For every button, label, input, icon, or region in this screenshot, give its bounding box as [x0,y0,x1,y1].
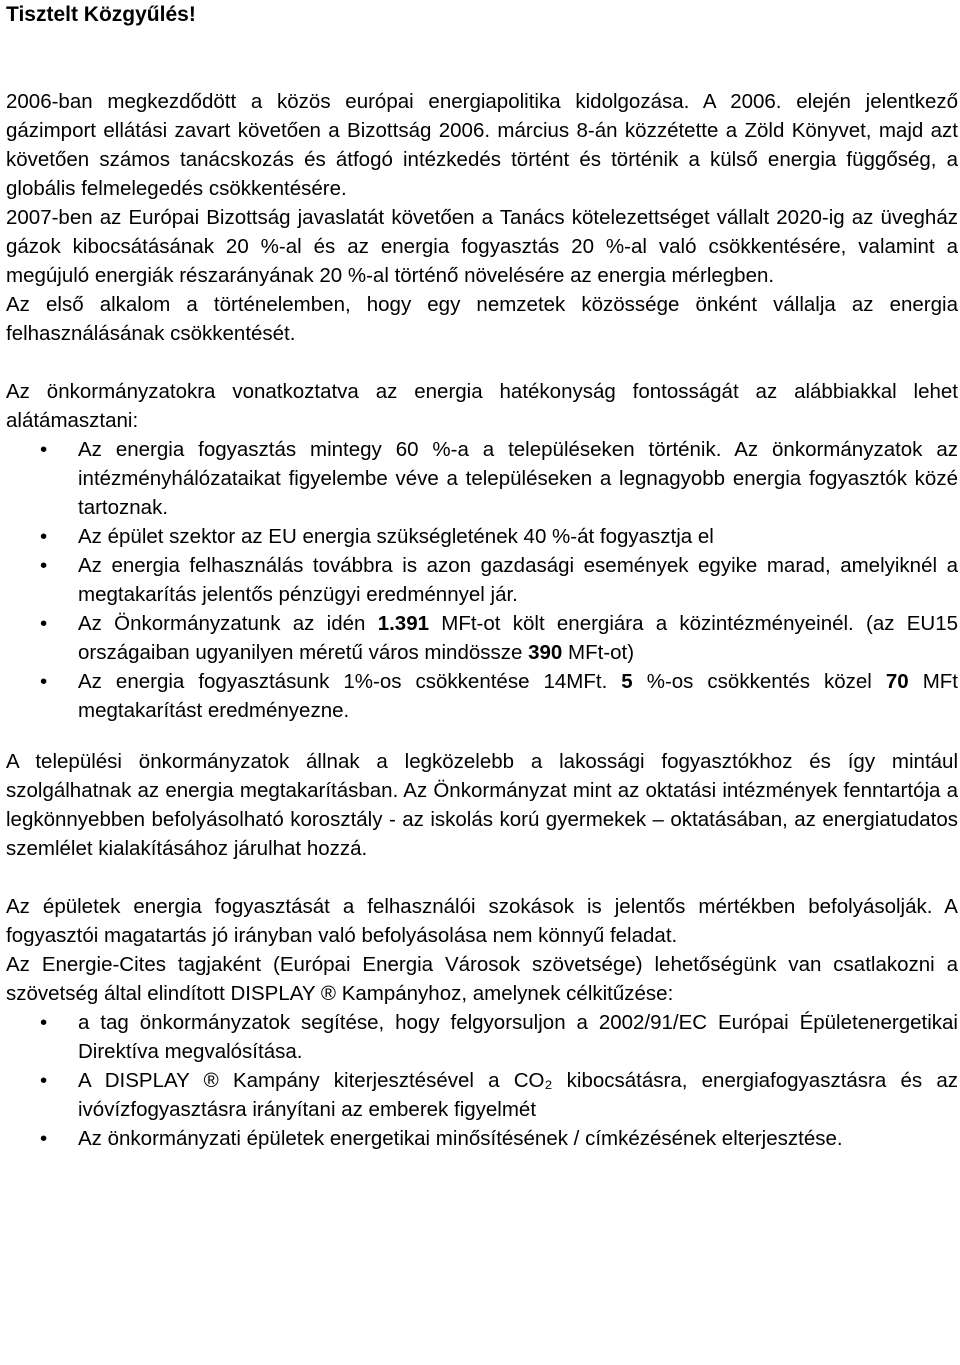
list-item [6,1066,958,1124]
spacer [6,863,958,892]
eu15-cost-amount: 390 [528,641,563,664]
intro-paragraph-3: Az első alkalom a történelemben, hogy egy nemzetek közössége önként vállalja az energia felhasználásának csökkentését. [6,293,958,345]
bullet-icon: • [40,670,48,693]
bullet-icon: • [40,525,48,548]
list-item [6,609,958,667]
list-item-text-after: MFt megtakarítást eredményezne. [78,670,958,722]
intro-paragraph-1: 2006-ban megkezdődött a közös európai energiapolitika kidolgozása. A 2006. elején jelentkező gázimport ellátási zavart követően a Bizottság 2006. március 8-án közzétette a Zöld Könyvet, majd azt követően számos tanácskozás és átfogó intézkedés történt és történik a külső energia függőség, a globális felmelegedés csökkentésére. [6,90,958,200]
list-item-text: Az energia fogyasztás mintegy 60 %-a a településeken történik. Az önkormányzatok az intézményhálózataikat figyelembe véve a településeken a legnagyobb energia fogyasztók közé tartoznak. [78,438,958,519]
importance-list [6,435,958,725]
bullet-icon: • [40,1069,48,1092]
list-item [6,522,958,551]
local-paragraph-1: A települési önkormányzatok állnak a legközelebb a lakossági fogyasztókhoz és így mintául szolgálhatnak az energia megtakarításban. Az Önkormányzat mint az oktatási intézmények fenntartója a legkönnyebben befolyásolható korosztály - az iskolás korú gyermekek – oktatásában, az energiatudatos szemlélet kialakításához járulhat hozzá. [6,750,958,860]
bullet-icon: • [40,1127,48,1150]
list-item-text: Az épület szektor az EU energia szükségletének 40 %-át fogyasztja el [78,525,714,548]
intro-paragraph-2: 2007-ben az Európai Bizottság javaslatát követően a Tanács kötelezettséget vállalt 2020-ig az üvegház gázok kibocsátásának 20 %-al és az energia fogyasztás 20 %-al való csökkentésére, valamint a megújuló energiák részarányának 20 %-al történő növelésére az energia mérlegben. [6,206,958,287]
list-item-text-after: MFt-ot) [562,641,635,664]
local-paragraph-2: Az épületek energia fogyasztását a felhasználói szokások is jelentős mértékben befolyásolják. A fogyasztói magatartás jó irányban való befolyásolása nem könnyű feladat. [6,895,958,947]
list-item-text: Az önkormányzati épületek energetikai minősítésének / címkézésének elterjesztése. [78,1127,843,1150]
bullet-icon: • [40,1011,48,1034]
goals-list [6,1008,958,1153]
spacer [6,725,958,747]
local-paragraph-3: Az Energie-Cites tagjaként (Európai Energia Városok szövetsége) lehetőségünk van csatlakozni a szövetség által elindított DISPLAY ® Kampányhoz, amelynek célkitűzése: [6,953,958,1005]
list-item-text-before: Az Önkormányzatunk az idén [78,612,378,635]
list-item [6,1008,958,1066]
page-title: Tisztelt Közgyűlés! [6,3,196,26]
list-item-text: A DISPLAY ® Kampány kiterjesztésével a CO₂ kibocsátásra, energiafogyasztásra és az ivóvízfogyasztásra irányítani az emberek figyelmét [78,1069,958,1121]
reduction-percent: 5 [621,670,633,693]
importance-lead: Az önkormányzatokra vonatkoztatva az energia hatékonyság fontosságát az alábbiakkal lehet alátámasztani: [6,380,958,432]
list-item-text-before: Az energia fogyasztásunk 1%-os csökkentése 14MFt. [78,670,622,693]
list-item-text: a tag önkormányzatok segítése, hogy felgyorsuljon a 2002/91/EC Európai Épületenergetikai Direktíva megvalósítása. [78,1011,958,1063]
list-item [6,1124,958,1153]
spacer [6,348,958,377]
list-item-text: Az energia felhasználás továbbra is azon gazdasági események egyike marad, amelyiknél a megtakarítás jelentős pénzügyi eredménnyel jár. [78,554,958,606]
list-item [6,551,958,609]
list-item [6,667,958,725]
list-item-text-middle: MFt-ot költ energiára a közintézményeinél. (az EU15 országaiban ugyanilyen méretű város mindössze [78,612,959,664]
bullet-icon: • [40,612,48,635]
savings-amount: 70 [885,670,909,693]
spacer [6,29,958,87]
list-item-text-middle: %-os csökkentés közel [632,670,886,693]
bullet-icon: • [40,554,48,577]
list-item [6,435,958,522]
bullet-icon: • [40,438,48,461]
energy-cost-amount: 1.391 [377,612,430,635]
